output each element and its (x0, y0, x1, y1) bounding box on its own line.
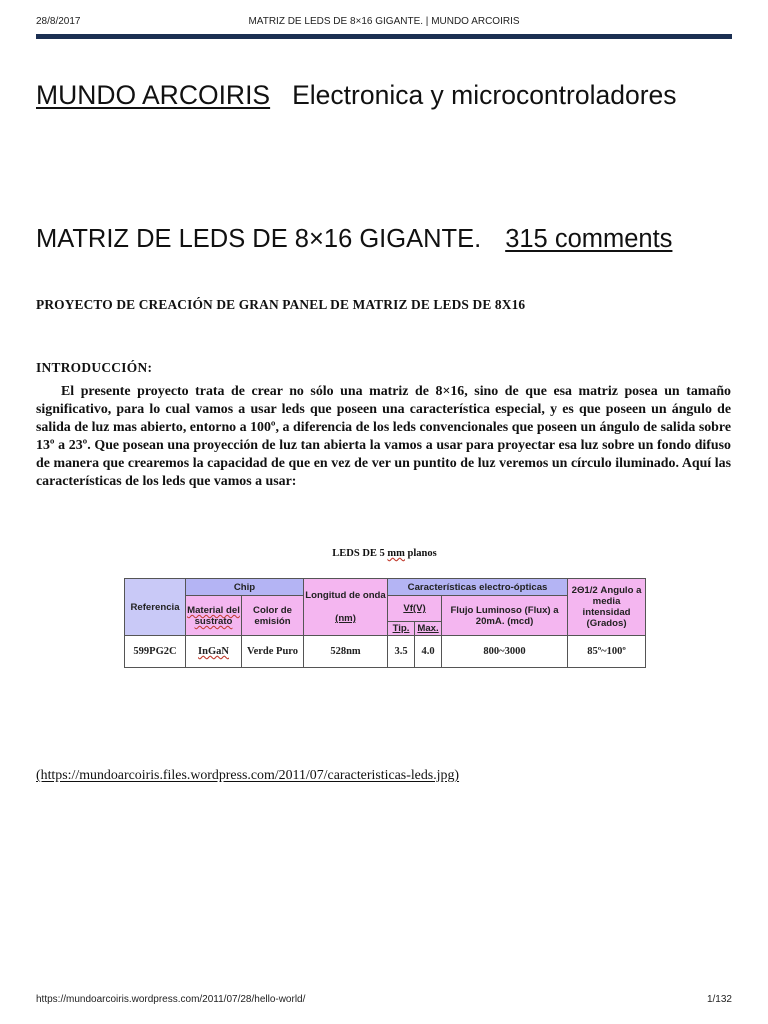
cell-tip: 3.5 (388, 636, 415, 668)
intro-heading: INTRODUCCIÓN: (36, 360, 153, 375)
comments-link[interactable]: 315 comments (505, 225, 673, 253)
site-tagline: Electronica y microcontroladores (292, 80, 677, 110)
print-url: https://mundoarcoiris.wordpress.com/2011/07/28/hello-world/ (36, 994, 306, 1005)
caption-unit: mm (387, 548, 405, 559)
cell-longitud: 528nm (304, 636, 388, 668)
header-material: Material del sustrato (186, 596, 242, 636)
cell-flujo: 800~3000 (442, 636, 568, 668)
cell-color: Verde Puro (242, 636, 304, 668)
table-row (125, 636, 646, 668)
header-color: Color de emisión (242, 596, 304, 636)
header-electro-opticas: Características electro-ópticas (388, 579, 568, 596)
header-vf: Vf(V) (388, 596, 442, 622)
cell-angulo: 85º~100º (568, 636, 646, 668)
table-caption (124, 548, 645, 559)
site-name-link[interactable]: MUNDO ARCOIRIS (36, 80, 271, 110)
image-source-link[interactable]: (https://mundoarcoiris.files.wordpress.com/2011/07/caracteristicas-leds.jpg) (36, 768, 460, 783)
post-subtitle: PROYECTO DE CREACIÓN DE GRAN PANEL DE MATRIZ DE LEDS DE 8X16 (36, 297, 526, 312)
cell-referencia: 599PG2C (125, 636, 186, 668)
header-tip: Tip. (388, 621, 415, 635)
header-longitud-unit: (nm) (335, 613, 356, 625)
print-header (36, 16, 732, 30)
intro-paragraph: El presente proyecto trata de crear no sólo una matriz de 8×16, sino de que esa matriz posea un tamaño significativo, para lo cual vamos a usar leds que poseen una característica especial, y es que poseen un ángulo de salida de luz mas abierto, entorno a 100º, a diferencia de los leds convencionales que poseen un ángulo de salida sobre 13º a 23º. Que posean una proyección de luz tan abierta la vamos a usar para proyectar esa luz sobre un fondo difuso de manera que crearemos la capacidad de que en vez de ver un puntito de luz veremos un círculo iluminado. Aquí las características de los leds que vamos a usar: (36, 384, 731, 489)
header-referencia: Referencia (125, 579, 186, 636)
header-longitud-label: Longitud de onda (305, 590, 386, 602)
site-heading (36, 77, 726, 113)
cell-material: InGaN (186, 636, 242, 668)
header-longitud (304, 579, 388, 636)
print-page-number: 1/132 (706, 994, 732, 1005)
post-title-row (36, 222, 732, 256)
led-spec-table (124, 578, 646, 668)
header-chip: Chip (186, 579, 304, 596)
header-divider (36, 34, 732, 39)
print-date: 28/8/2017 (36, 16, 81, 27)
header-angulo: 2Θ1/2 Angulo a media intensidad (Grados) (568, 579, 646, 636)
caption-pre: LEDS DE 5 (332, 548, 388, 559)
cell-max: 4.0 (415, 636, 442, 668)
print-page-title: MATRIZ DE LEDS DE 8×16 GIGANTE. | MUNDO ARCOIRIS (248, 16, 520, 27)
caption-post: planos (404, 548, 437, 559)
image-link-row (36, 768, 459, 784)
post-title: MATRIZ DE LEDS DE 8×16 GIGANTE. (36, 225, 482, 253)
print-footer (36, 994, 732, 1008)
header-max: Max. (415, 621, 442, 635)
header-flujo: Flujo Luminoso (Flux) a 20mA. (mcd) (442, 596, 568, 636)
